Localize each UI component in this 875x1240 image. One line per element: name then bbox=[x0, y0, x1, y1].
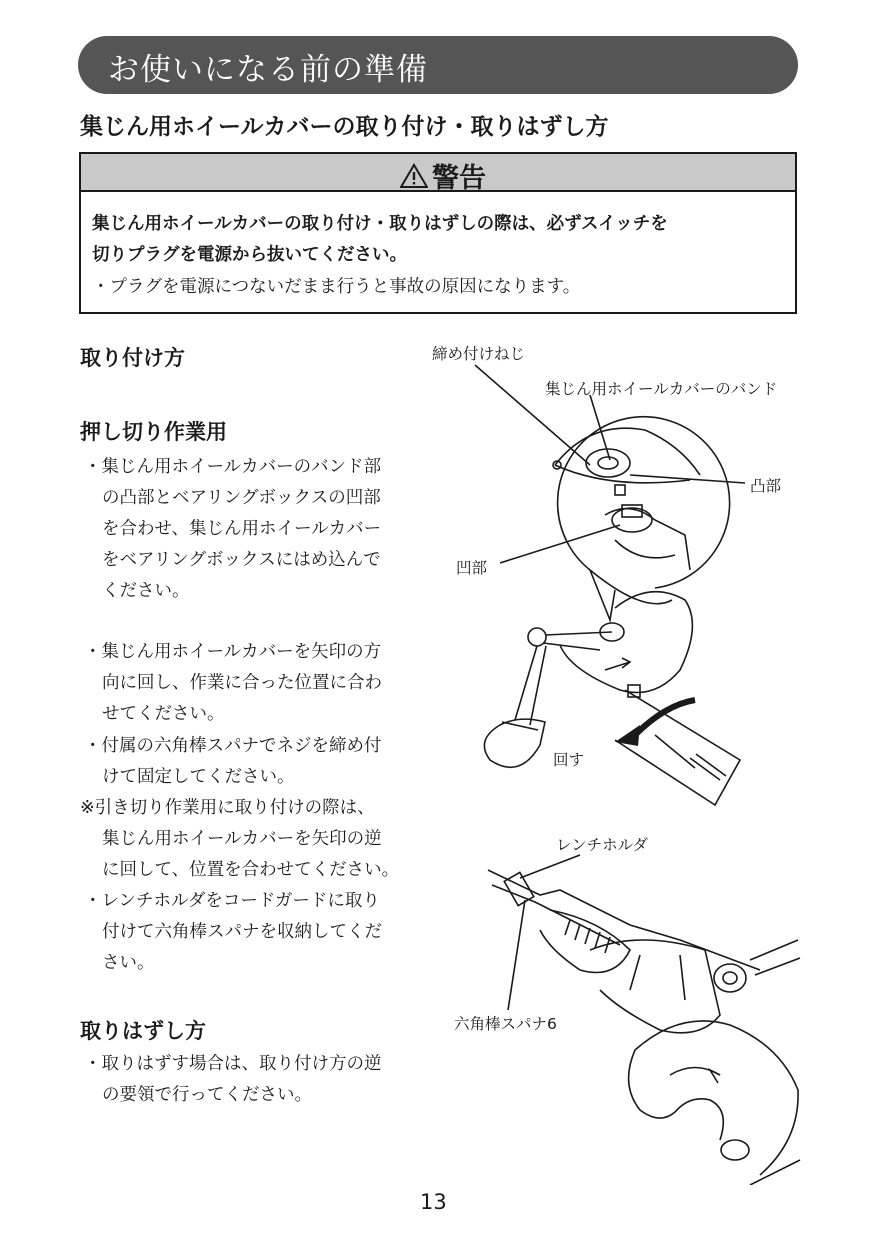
text-line: さい。 bbox=[102, 953, 155, 973]
label-convex: 凸部 bbox=[750, 477, 782, 495]
text-line: の凸部とベアリングボックスの凹部 bbox=[102, 488, 381, 508]
label-rotate: 回す bbox=[553, 751, 585, 769]
label-wrench-holder: レンチホルダ bbox=[556, 836, 648, 854]
text-line: 集じん用ホイールカバーを矢印の逆 bbox=[102, 829, 382, 849]
text-line: ・レンチホルダをコードガードに取り bbox=[84, 891, 380, 911]
text-line: ・集じん用ホイールカバーのバンド部 bbox=[84, 457, 382, 477]
install-heading: 取り付け方 bbox=[80, 346, 185, 370]
text-line: に回して、位置を合わせてください。 bbox=[102, 860, 400, 880]
install-subheading: 押し切り作業用 bbox=[80, 420, 227, 444]
warning-label: 警告 bbox=[432, 163, 486, 194]
remove-heading: 取りはずし方 bbox=[80, 1019, 206, 1043]
text-line: ・付属の六角棒スパナでネジを締め付 bbox=[84, 736, 382, 756]
text-line: ください。 bbox=[102, 581, 190, 601]
text-line: の要領で行ってください。 bbox=[102, 1085, 312, 1105]
install-bullet-3 bbox=[84, 731, 442, 793]
text-line: を合わせ、集じん用ホイールカバー bbox=[102, 519, 382, 539]
text-line: 向に回し、作業に合った位置に合わ bbox=[102, 673, 382, 693]
install-note bbox=[80, 793, 442, 886]
warning-text-line1: 集じん用ホイールカバーの取り付け・取りはずしの際は、必ずスイッチを bbox=[92, 214, 668, 234]
text-line: 付けて六角棒スパナを収納してくだ bbox=[102, 922, 382, 942]
text-line: けて固定してください。 bbox=[102, 767, 295, 787]
label-hex-spanner: 六角棒スパナ6 bbox=[454, 1015, 557, 1033]
warning-text-line2: 切りプラグを電源から抜いてください。 bbox=[92, 245, 407, 265]
page-number: 13 bbox=[420, 1190, 447, 1214]
page-title: お使いになる前の準備 bbox=[108, 52, 428, 88]
text-line: ※引き切り作業用に取り付けの際は、 bbox=[80, 798, 375, 818]
figure-wheel-cover-install bbox=[440, 350, 840, 820]
label-band: 集じん用ホイールカバーのバンド bbox=[545, 380, 778, 398]
install-bullet-1 bbox=[84, 452, 442, 607]
install-bullet-2 bbox=[84, 637, 442, 730]
text-line: ・取りはずす場合は、取り付け方の逆 bbox=[84, 1054, 382, 1074]
label-concave: 凹部 bbox=[456, 559, 488, 577]
warning-triangle-icon bbox=[400, 163, 428, 189]
section-title: 集じん用ホイールカバーの取り付け・取りはずし方 bbox=[80, 114, 609, 140]
text-line: せてください。 bbox=[102, 704, 225, 724]
warning-text-line3: ・プラグを電源につないだまま行うと事故の原因になります。 bbox=[92, 277, 581, 297]
figure-wrench-holder bbox=[480, 840, 810, 1185]
text-line: をベアリングボックスにはめ込んで bbox=[102, 550, 381, 570]
label-screw: 締め付けねじ bbox=[432, 345, 526, 363]
text-line: ・集じん用ホイールカバーを矢印の方 bbox=[84, 642, 382, 662]
install-bullet-4 bbox=[84, 886, 442, 979]
remove-bullet-1 bbox=[84, 1049, 442, 1111]
